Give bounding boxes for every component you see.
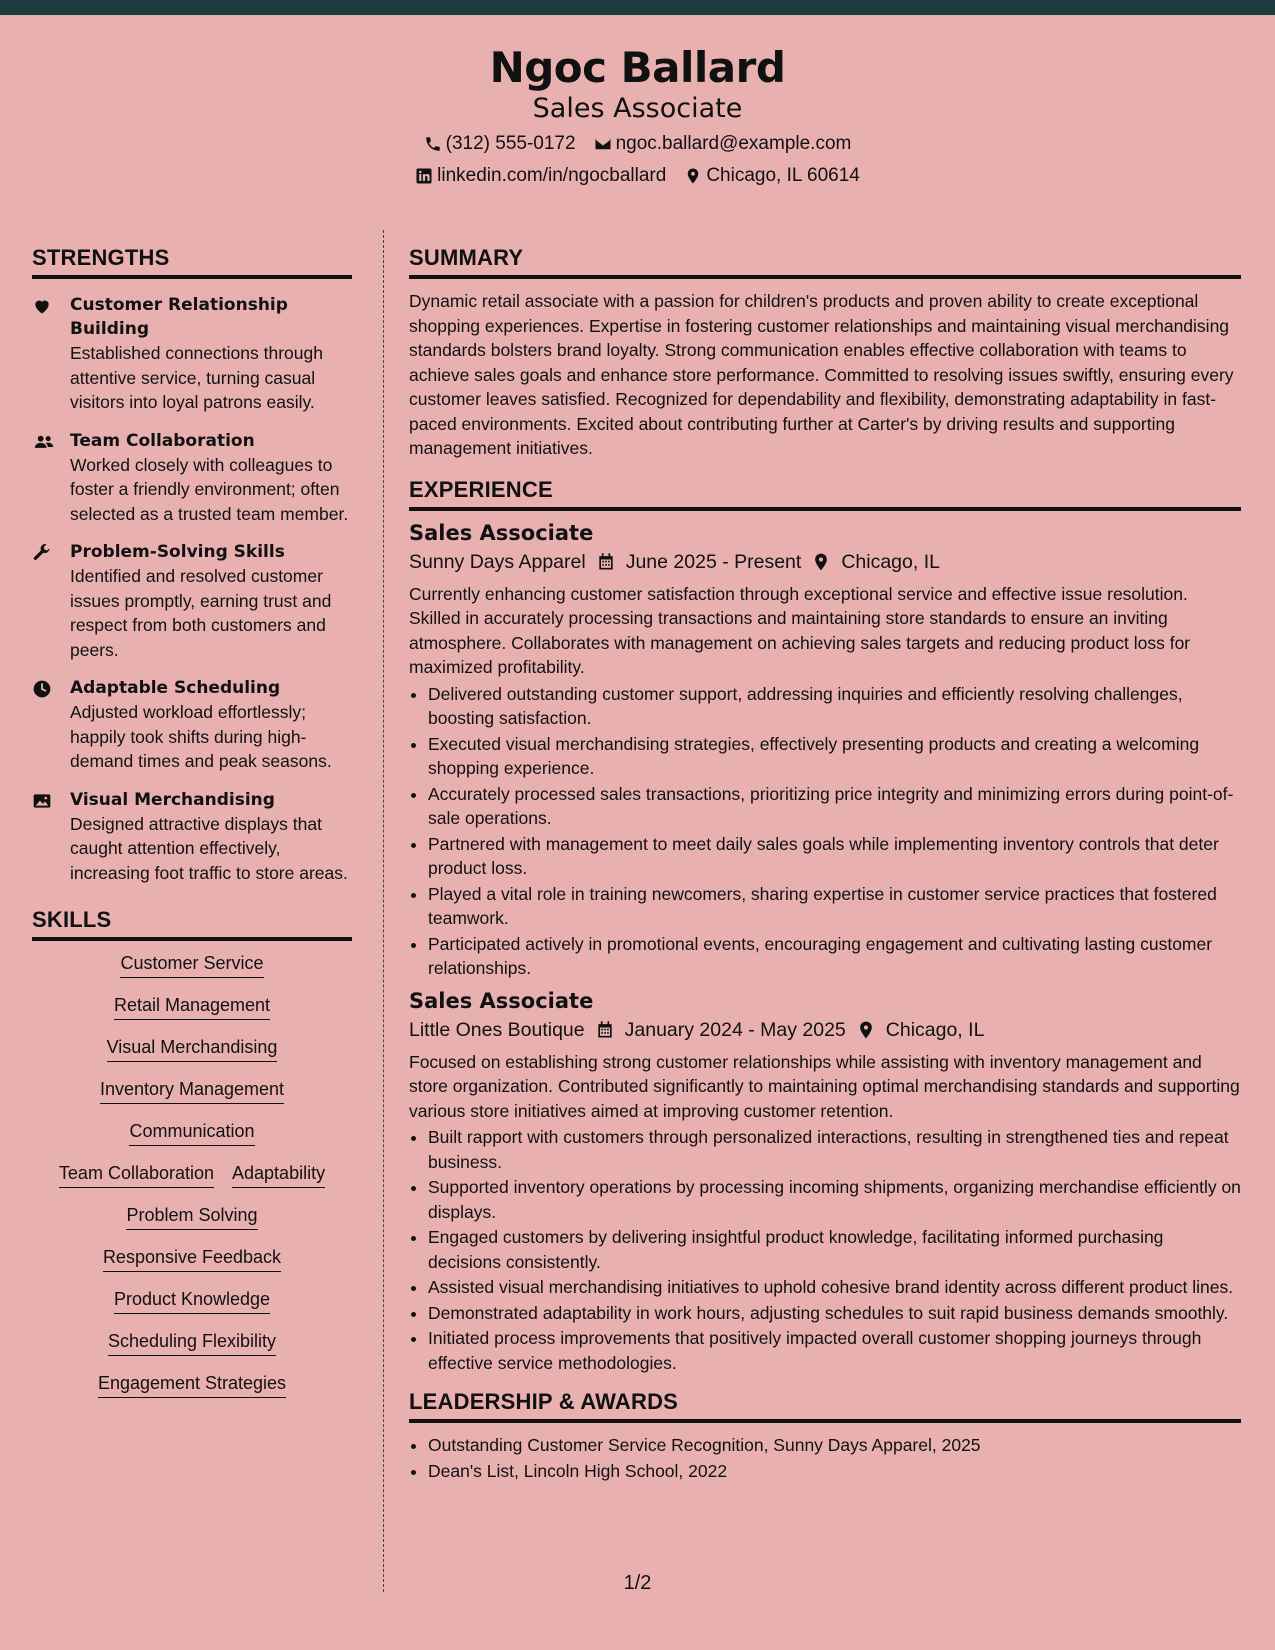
skill-tag: Visual Merchandising (107, 1037, 278, 1062)
map-pin-icon (811, 552, 831, 572)
skills-list (32, 953, 352, 1398)
strength-item (32, 293, 352, 415)
calendar-icon (596, 552, 616, 572)
strength-title: Visual Merchandising (70, 789, 275, 810)
right-column (409, 245, 1241, 1484)
email-contact[interactable] (594, 133, 852, 155)
page-number: 1/2 (623, 1572, 652, 1594)
strength-desc: Identified and resolved customer issues promptly, earning trust and respect from both customers and peers. (70, 566, 332, 660)
left-column (32, 245, 352, 1415)
bullet-item: • Supported inventory operations by processing incoming shipments, organizing merchandise efficiently on displays. (428, 1175, 1241, 1224)
strength-desc: Adjusted workload effortlessly; happily took shifts during high-demand times and peak seasons. (70, 702, 332, 771)
map-pin-icon (856, 1020, 876, 1040)
phone-icon (424, 135, 442, 153)
linkedin-icon (415, 167, 433, 185)
skill-tag: Adaptability (232, 1163, 325, 1188)
job-meta (409, 551, 1241, 574)
job-company: Little Ones Boutique (409, 1018, 585, 1041)
contact-row-2 (0, 165, 1275, 187)
location-text: Chicago, IL 60614 (706, 165, 860, 186)
award-item: • Dean's List, Lincoln High School, 2022 (428, 1459, 1241, 1484)
strength-item (32, 788, 352, 886)
job-bullets (409, 1125, 1241, 1375)
job-meta (409, 1019, 1241, 1042)
map-pin-icon (684, 167, 702, 185)
job-company: Sunny Days Apparel (409, 550, 586, 573)
linkedin-text: linkedin.com/in/ngocballard (437, 165, 667, 186)
award-item: • Outstanding Customer Service Recognition, Sunny Days Apparel, 2025 (428, 1433, 1241, 1458)
strengths-list (32, 293, 352, 885)
bullet-item: • Initiated process improvements that positively impacted overall customer shopping journeys through effective service methodologies. (428, 1326, 1241, 1375)
strength-desc: Worked closely with colleagues to foster a friendly environment; often selected as a trusted team member. (70, 454, 349, 524)
contact-row-1 (0, 133, 1275, 155)
job-title: Sales Associate (409, 520, 594, 545)
bullet-item: • Demonstrated adaptability in work hours, adjusting schedules to suit rapid business demands smoothly. (428, 1301, 1241, 1326)
envelope-icon (594, 135, 612, 153)
job-description: Focused on establishing strong customer relationships while assisting with inventory management and store organization. Contributed significantly to maintaining optimal merchandising standards and supporting various store initiatives aimed at improving customer retention. (409, 1051, 1240, 1121)
skill-tag: Inventory Management (100, 1079, 284, 1104)
experience-title: EXPERIENCE (409, 477, 1241, 511)
resume-header (0, 15, 1275, 205)
skill-tag: Communication (129, 1121, 254, 1146)
candidate-name: Ngoc Ballard (489, 43, 786, 92)
job-description: Currently enhancing customer satisfaction through exceptional service and effective issue resolution. Skilled in accurately processing transactions and maintaining store standards to ensure an inviting atmosphere. Collaborates with management on achieving sales targets and reducing product loss for maximized profitability. (409, 583, 1191, 677)
users-icon (32, 432, 56, 452)
phone-contact[interactable] (424, 133, 576, 155)
clock-icon (32, 679, 52, 699)
strength-title: Customer Relationship Building (70, 295, 288, 339)
bullet-item: • Delivered outstanding customer support, addressing inquiries and efficiently resolving challenges, boosting satisfaction. (428, 682, 1241, 731)
bullet-item: • Accurately processed sales transactions, prioritizing price integrity and minimizing errors during point-of-sale operations. (428, 782, 1241, 831)
bullet-item: • Built rapport with customers through personalized interactions, resulting in strengthened ties and repeat business. (428, 1125, 1241, 1174)
skill-tag: Scheduling Flexibility (108, 1331, 276, 1356)
column-divider (383, 230, 384, 1592)
job-dates: January 2024 - May 2025 (624, 1018, 846, 1041)
summary-title: SUMMARY (409, 245, 1241, 279)
strength-title: Team Collaboration (70, 430, 255, 451)
calendar-icon (595, 1020, 615, 1040)
email-text: ngoc.ballard@example.com (615, 133, 852, 154)
wrench-icon (32, 543, 52, 563)
bullet-item: • Executed visual merchandising strategies, effectively presenting products and creating a welcoming shopping experience. (428, 732, 1241, 781)
skill-tag: Product Knowledge (114, 1289, 270, 1314)
image-icon (32, 791, 52, 811)
awards-title: LEADERSHIP & AWARDS (409, 1389, 1241, 1423)
job-entry (409, 521, 1241, 981)
skill-tag: Responsive Feedback (103, 1247, 281, 1272)
summary-text: Dynamic retail associate with a passion for children's products and proven ability to create exceptional shopping experiences. Expertise in fostering customer relationships and maintaining visual merchandising standards bolsters brand loyalty. Strong communication enables effective collaboration with teams to achieve sales goals and enhance store performance. Committed to resolving issues swiftly, ensuring every customer leaves satisfied. Recognized for dependability and flexibility, demonstrating adaptability in fast-paced environments. Excited about contributing further at Carter's by driving results and supporting management initiatives. (409, 291, 1234, 458)
skills-title: SKILLS (32, 907, 352, 941)
awards-list (409, 1433, 1241, 1483)
linkedin-contact[interactable] (415, 165, 666, 187)
job-location: Chicago, IL (841, 550, 940, 573)
skill-tag: Retail Management (114, 995, 270, 1020)
top-bar (0, 0, 1275, 15)
job-title: Sales Associate (409, 988, 594, 1013)
job-location: Chicago, IL (885, 1018, 985, 1041)
strength-item (32, 429, 352, 527)
bullet-item: • Assisted visual merchandising initiatives to uphold cohesive brand identity across different product lines. (428, 1275, 1241, 1300)
phone-text: (312) 555-0172 (445, 133, 576, 154)
job-entry (409, 989, 1241, 1376)
bullet-item: • Engaged customers by delivering insightful product knowledge, facilitating informed purchasing decisions consistently. (428, 1225, 1241, 1274)
bullet-item: • Partnered with management to meet daily sales goals while implementing inventory controls that deter product loss. (428, 832, 1241, 881)
job-bullets (409, 682, 1241, 981)
bullet-item: • Played a vital role in training newcomers, sharing expertise in customer service practices that fostered teamwork. (428, 882, 1241, 931)
strength-desc: Established connections through attentive service, turning casual visitors into loyal patrons easily. (70, 343, 323, 412)
candidate-role: Sales Associate (532, 93, 743, 124)
strengths-title: STRENGTHS (32, 245, 352, 279)
skill-tag: Engagement Strategies (98, 1373, 286, 1398)
strength-item (32, 676, 352, 774)
strength-desc: Designed attractive displays that caught attention effectively, increasing foot traffic to store areas. (70, 813, 348, 883)
location-contact (684, 165, 860, 187)
job-dates: June 2025 - Present (625, 550, 802, 573)
heart-icon (32, 296, 52, 316)
strength-item (32, 540, 352, 662)
skill-tag: Team Collaboration (59, 1163, 214, 1188)
strength-title: Adaptable Scheduling (70, 678, 281, 698)
strength-title: Problem-Solving Skills (70, 542, 285, 562)
skill-tag: Customer Service (120, 953, 263, 978)
skill-tag: Problem Solving (126, 1205, 257, 1230)
bullet-item: • Participated actively in promotional events, encouraging engagement and cultivating lasting customer relationships. (428, 932, 1241, 981)
